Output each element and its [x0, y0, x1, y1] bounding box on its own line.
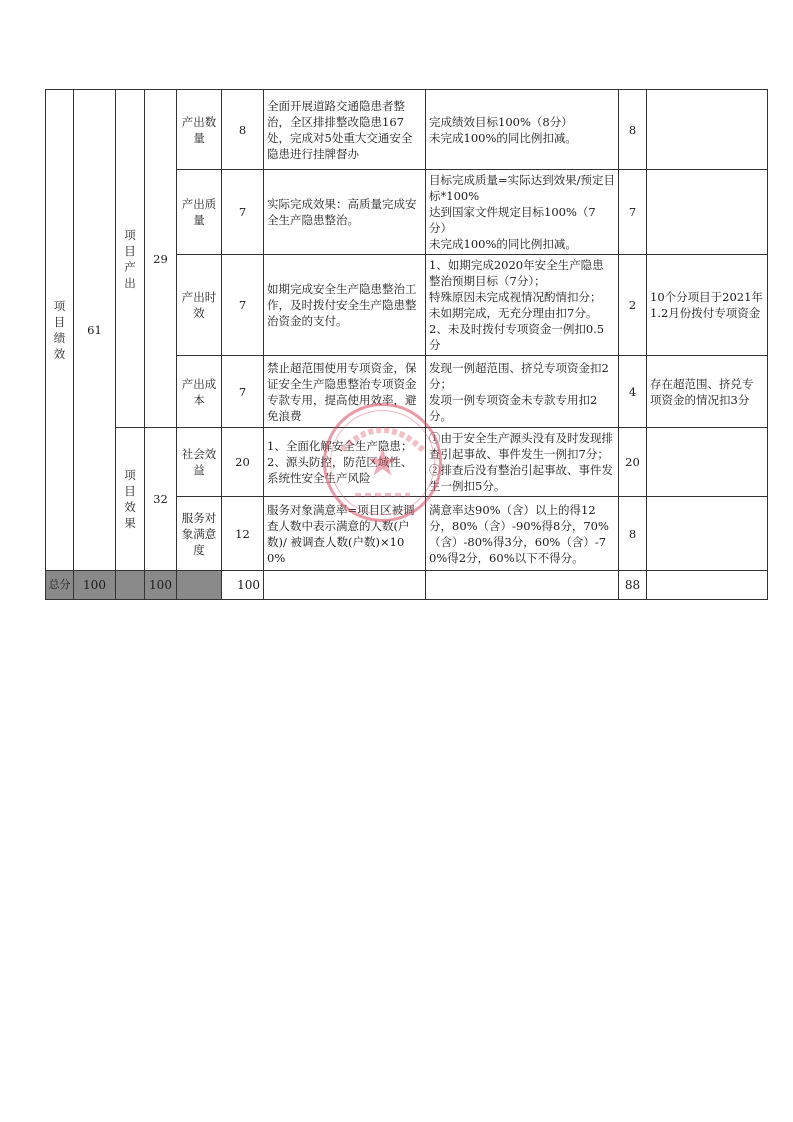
total-gray-cell [116, 571, 145, 600]
level1-score: 61 [74, 90, 116, 571]
total-row [46, 571, 768, 600]
total-gray-cell [177, 571, 222, 600]
total-col2: 100 [74, 571, 116, 600]
indicator-weight: 7 [222, 170, 264, 255]
indicator-name: 服务对象满意度 [177, 497, 222, 571]
table-row [46, 90, 768, 170]
table-row [46, 428, 768, 497]
total-col4: 100 [145, 571, 177, 600]
group-output-label: 项目产出 [116, 90, 145, 428]
indicator-criteria: 完成绩效目标100%（8分） 未完成100%的同比例扣减。 [426, 90, 619, 170]
indicator-criteria: 满意率达90%（含）以上的得12分，80%（含）-90%得8分，70%（含）-80%得3分，60%（含）-70%得2分，60%以下不得分。 [426, 497, 619, 571]
indicator-remark [647, 170, 768, 255]
indicator-content: 实际完成效果：高质量完成安全生产隐患整治。 [264, 170, 426, 255]
group-output-score: 29 [145, 90, 177, 428]
indicator-name: 产出时效 [177, 255, 222, 356]
indicator-name: 产出成本 [177, 356, 222, 428]
indicator-score: 7 [619, 170, 647, 255]
indicator-name: 社会效益 [177, 428, 222, 497]
indicator-criteria: 1、如期完成2020年安全生产隐患整治预期目标（7分）； 特殊原因未完成视情况酌情扣分； 未如期完成，无充分理由扣7分。2、未及时拨付专项资金一例扣0.5分 [426, 255, 619, 356]
indicator-name: 产出质量 [177, 170, 222, 255]
indicator-name: 产出数量 [177, 90, 222, 170]
indicator-score: 8 [619, 497, 647, 571]
level1-label: 项目绩效 [46, 90, 74, 571]
total-empty-cell [647, 571, 768, 600]
total-empty-cell [264, 571, 426, 600]
indicator-criteria: 目标完成质量=实际达到效果/预定目标*100% 达到国家文件规定目标100%（7分） 未完成100%的同比例扣减。 [426, 170, 619, 255]
indicator-weight: 7 [222, 356, 264, 428]
performance-table [45, 89, 768, 600]
indicator-remark [647, 497, 768, 571]
indicator-weight: 8 [222, 90, 264, 170]
group-effect-score: 32 [145, 428, 177, 571]
indicator-weight: 12 [222, 497, 264, 571]
indicator-weight: 7 [222, 255, 264, 356]
indicator-criteria: 发现一例超范围、挤兑专项资金扣2分； 发项一例专项资金未专款专用扣2分。 [426, 356, 619, 428]
indicator-score: 20 [619, 428, 647, 497]
group-effect-label: 项目效果 [116, 428, 145, 571]
total-score: 88 [619, 571, 647, 600]
indicator-remark [647, 428, 768, 497]
indicator-remark: 存在超范围、挤兑专项资金的情况扣3分 [647, 356, 768, 428]
indicator-score: 2 [619, 255, 647, 356]
indicator-content: 全面开展道路交通隐患者整治，全区排排整改隐患167处，完成对5处重大交通安全隐患进行挂牌督办 [264, 90, 426, 170]
indicator-remark [647, 90, 768, 170]
indicator-weight: 20 [222, 428, 264, 497]
indicator-content: 服务对象满意率=项目区被调查人数中表示满意的人数(户数)/ 被调查人数(户数)×100% [264, 497, 426, 571]
indicator-score: 4 [619, 356, 647, 428]
indicator-content: 1、全面化解安全生产隐患；2、源头防控，防范区域性、系统性安全生产风险 [264, 428, 426, 497]
indicator-remark: 10个分项目于2021年1.2月份拨付专项资金 [647, 255, 768, 356]
total-empty-cell [426, 571, 619, 600]
total-label: 总分 [46, 571, 74, 600]
total-weight: 100 [222, 571, 264, 600]
indicator-score: 8 [619, 90, 647, 170]
indicator-criteria: ①由于安全生产源头没有及时发现排查引起事故、事件发生一例扣7分；②排查后没有整治引起事故、事件发生一例扣5分。 [426, 428, 619, 497]
indicator-content: 如期完成安全生产隐患整治工作，及时拨付安全生产隐患整治资金的支付。 [264, 255, 426, 356]
indicator-content: 禁止超范围使用专项资金，保证安全生产隐患整治专项资金专款专用，提高使用效率，避免浪费 [264, 356, 426, 428]
